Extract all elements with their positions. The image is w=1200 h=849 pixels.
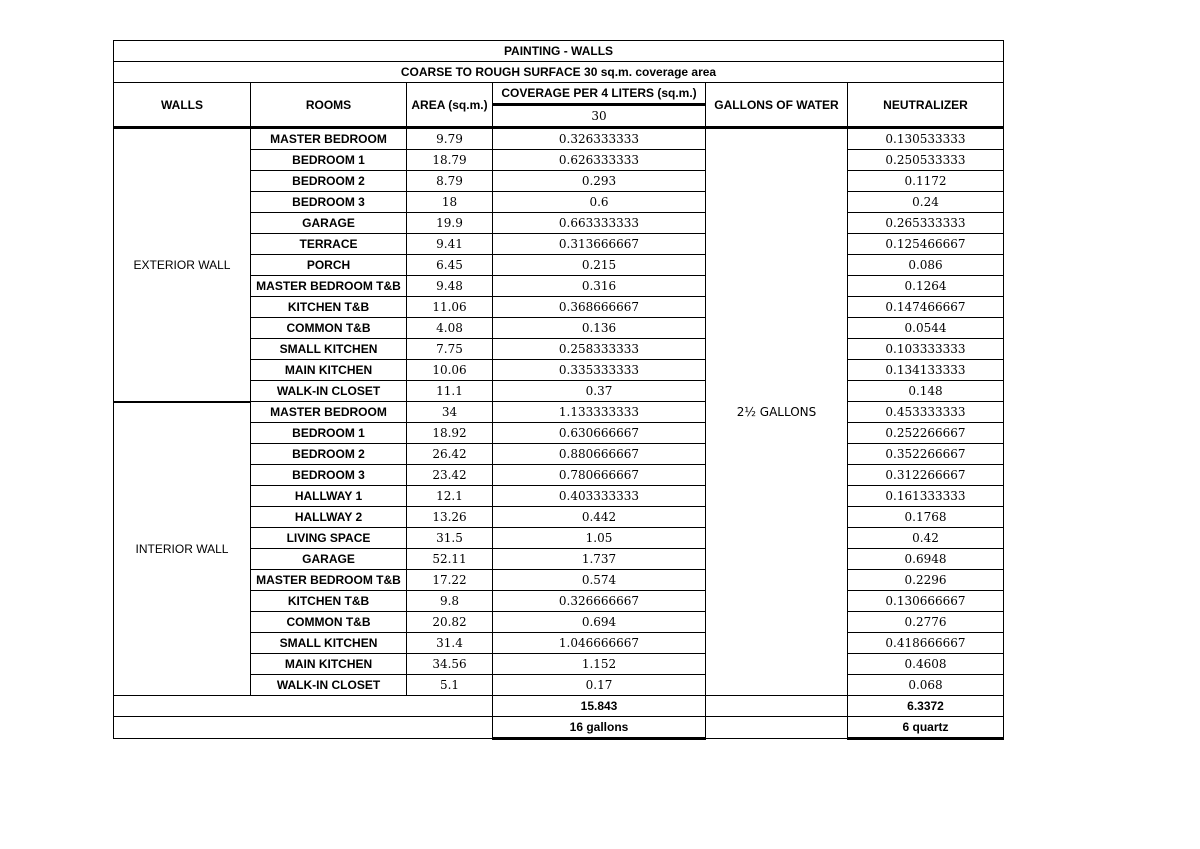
room-name: WALK-IN CLOSET bbox=[251, 381, 407, 402]
painting-walls-table bbox=[113, 40, 1004, 740]
totals-row bbox=[114, 696, 1004, 717]
header-water: GALLONS OF WATER bbox=[706, 83, 848, 128]
neutralizer-value: 0.086 bbox=[848, 255, 1004, 276]
coverage-value: 0.293 bbox=[493, 171, 706, 192]
area-value: 18 bbox=[407, 192, 493, 213]
room-name: MASTER BEDROOM T&B bbox=[251, 570, 407, 591]
neutralizer-value: 0.1768 bbox=[848, 507, 1004, 528]
area-value: 11.06 bbox=[407, 297, 493, 318]
room-name: MASTER BEDROOM T&B bbox=[251, 276, 407, 297]
neutralizer-value: 0.418666667 bbox=[848, 633, 1004, 654]
neutralizer-value: 0.161333333 bbox=[848, 486, 1004, 507]
table-row bbox=[114, 402, 1004, 423]
interior-wall-group-label: INTERIOR WALL bbox=[114, 402, 251, 696]
sheet-title: PAINTING - WALLS bbox=[114, 41, 1004, 62]
coverage-value: 0.368666667 bbox=[493, 297, 706, 318]
coverage-value: 1.152 bbox=[493, 654, 706, 675]
coverage-value: 1.046666667 bbox=[493, 633, 706, 654]
room-name: BEDROOM 2 bbox=[251, 444, 407, 465]
coverage-value: 0.136 bbox=[493, 318, 706, 339]
room-name: GARAGE bbox=[251, 213, 407, 234]
room-name: PORCH bbox=[251, 255, 407, 276]
coverage-value: 1.05 bbox=[493, 528, 706, 549]
room-name: COMMON T&B bbox=[251, 612, 407, 633]
area-value: 9.41 bbox=[407, 234, 493, 255]
empty-cell bbox=[706, 696, 848, 717]
neutralizer-value: 0.4608 bbox=[848, 654, 1004, 675]
area-value: 11.1 bbox=[407, 381, 493, 402]
area-value: 34.56 bbox=[407, 654, 493, 675]
neutralizer-value: 0.103333333 bbox=[848, 339, 1004, 360]
neutralizer-value: 0.148 bbox=[848, 381, 1004, 402]
area-value: 10.06 bbox=[407, 360, 493, 381]
area-value: 8.79 bbox=[407, 171, 493, 192]
neutralizer-value: 0.147466667 bbox=[848, 297, 1004, 318]
header-coverage: COVERAGE PER 4 LITERS (sq.m.) bbox=[493, 83, 706, 105]
coverage-value: 0.316 bbox=[493, 276, 706, 297]
coverage-value: 0.630666667 bbox=[493, 423, 706, 444]
neutralizer-value: 0.265333333 bbox=[848, 213, 1004, 234]
coverage-value: 0.313666667 bbox=[493, 234, 706, 255]
coverage-value: 0.335333333 bbox=[493, 360, 706, 381]
coverage-value: 0.326333333 bbox=[493, 128, 706, 150]
room-name: MASTER BEDROOM bbox=[251, 402, 407, 423]
area-value: 12.1 bbox=[407, 486, 493, 507]
header-neutralizer: NEUTRALIZER bbox=[848, 83, 1004, 128]
empty-cell bbox=[706, 717, 848, 739]
area-value: 4.08 bbox=[407, 318, 493, 339]
coverage-value: 1.133333333 bbox=[493, 402, 706, 423]
area-value: 9.8 bbox=[407, 591, 493, 612]
neutralizer-value: 0.352266667 bbox=[848, 444, 1004, 465]
room-name: GARAGE bbox=[251, 549, 407, 570]
neutralizer-value: 0.1264 bbox=[848, 276, 1004, 297]
room-name: HALLWAY 2 bbox=[251, 507, 407, 528]
area-value: 52.11 bbox=[407, 549, 493, 570]
area-value: 7.75 bbox=[407, 339, 493, 360]
coverage-value: 0.626333333 bbox=[493, 150, 706, 171]
area-value: 18.79 bbox=[407, 150, 493, 171]
neutralizer-value: 0.42 bbox=[848, 528, 1004, 549]
neutralizer-value: 0.2776 bbox=[848, 612, 1004, 633]
area-value: 20.82 bbox=[407, 612, 493, 633]
room-name: TERRACE bbox=[251, 234, 407, 255]
room-name: COMMON T&B bbox=[251, 318, 407, 339]
coverage-value: 0.258333333 bbox=[493, 339, 706, 360]
neutralizer-value: 0.24 bbox=[848, 192, 1004, 213]
room-name: SMALL KITCHEN bbox=[251, 633, 407, 654]
coverage-value: 0.442 bbox=[493, 507, 706, 528]
coverage-value: 0.780666667 bbox=[493, 465, 706, 486]
sheet-subtitle: COARSE TO ROUGH SURFACE 30 sq.m. coverage area bbox=[114, 62, 1004, 83]
table-row bbox=[114, 128, 1004, 150]
room-name: MAIN KITCHEN bbox=[251, 360, 407, 381]
coverage-total: 15.843 bbox=[493, 696, 706, 717]
area-value: 31.4 bbox=[407, 633, 493, 654]
area-value: 34 bbox=[407, 402, 493, 423]
gallons-of-water-value: 2½ GALLONS bbox=[706, 128, 848, 696]
coverage-value: 0.17 bbox=[493, 675, 706, 696]
area-value: 18.92 bbox=[407, 423, 493, 444]
neutralizer-total-label: 6 quartz bbox=[848, 717, 1004, 739]
room-name: BEDROOM 3 bbox=[251, 192, 407, 213]
header-area: AREA (sq.m.) bbox=[407, 83, 493, 128]
room-name: SMALL KITCHEN bbox=[251, 339, 407, 360]
coverage-value: 0.326666667 bbox=[493, 591, 706, 612]
room-name: LIVING SPACE bbox=[251, 528, 407, 549]
area-value: 9.79 bbox=[407, 128, 493, 150]
header-coverage-value: 30 bbox=[493, 105, 706, 128]
room-name: KITCHEN T&B bbox=[251, 591, 407, 612]
room-name: HALLWAY 1 bbox=[251, 486, 407, 507]
neutralizer-value: 0.130666667 bbox=[848, 591, 1004, 612]
neutralizer-total: 6.3372 bbox=[848, 696, 1004, 717]
coverage-value: 0.215 bbox=[493, 255, 706, 276]
area-value: 17.22 bbox=[407, 570, 493, 591]
area-value: 13.26 bbox=[407, 507, 493, 528]
neutralizer-value: 0.0544 bbox=[848, 318, 1004, 339]
neutralizer-value: 0.1172 bbox=[848, 171, 1004, 192]
neutralizer-value: 0.130533333 bbox=[848, 128, 1004, 150]
coverage-value: 0.880666667 bbox=[493, 444, 706, 465]
area-value: 9.48 bbox=[407, 276, 493, 297]
neutralizer-value: 0.453333333 bbox=[848, 402, 1004, 423]
area-value: 26.42 bbox=[407, 444, 493, 465]
neutralizer-value: 0.134133333 bbox=[848, 360, 1004, 381]
neutralizer-value: 0.125466667 bbox=[848, 234, 1004, 255]
coverage-value: 0.403333333 bbox=[493, 486, 706, 507]
room-name: KITCHEN T&B bbox=[251, 297, 407, 318]
area-value: 6.45 bbox=[407, 255, 493, 276]
area-value: 23.42 bbox=[407, 465, 493, 486]
neutralizer-value: 0.6948 bbox=[848, 549, 1004, 570]
coverage-value: 0.6 bbox=[493, 192, 706, 213]
room-name: BEDROOM 2 bbox=[251, 171, 407, 192]
area-value: 5.1 bbox=[407, 675, 493, 696]
coverage-value: 0.663333333 bbox=[493, 213, 706, 234]
neutralizer-value: 0.312266667 bbox=[848, 465, 1004, 486]
coverage-value: 0.694 bbox=[493, 612, 706, 633]
neutralizer-value: 0.2296 bbox=[848, 570, 1004, 591]
room-name: WALK-IN CLOSET bbox=[251, 675, 407, 696]
coverage-value: 0.574 bbox=[493, 570, 706, 591]
totals-label-row bbox=[114, 717, 1004, 739]
area-value: 31.5 bbox=[407, 528, 493, 549]
area-value: 19.9 bbox=[407, 213, 493, 234]
neutralizer-value: 0.252266667 bbox=[848, 423, 1004, 444]
empty-cell bbox=[114, 696, 493, 717]
room-name: MAIN KITCHEN bbox=[251, 654, 407, 675]
coverage-value: 1.737 bbox=[493, 549, 706, 570]
room-name: BEDROOM 1 bbox=[251, 150, 407, 171]
empty-cell bbox=[114, 717, 493, 739]
exterior-wall-group-label: EXTERIOR WALL bbox=[114, 128, 251, 402]
neutralizer-value: 0.068 bbox=[848, 675, 1004, 696]
neutralizer-value: 0.250533333 bbox=[848, 150, 1004, 171]
header-walls: WALLS bbox=[114, 83, 251, 128]
coverage-total-label: 16 gallons bbox=[493, 717, 706, 739]
coverage-value: 0.37 bbox=[493, 381, 706, 402]
room-name: BEDROOM 1 bbox=[251, 423, 407, 444]
room-name: BEDROOM 3 bbox=[251, 465, 407, 486]
room-name: MASTER BEDROOM bbox=[251, 128, 407, 150]
header-rooms: ROOMS bbox=[251, 83, 407, 128]
